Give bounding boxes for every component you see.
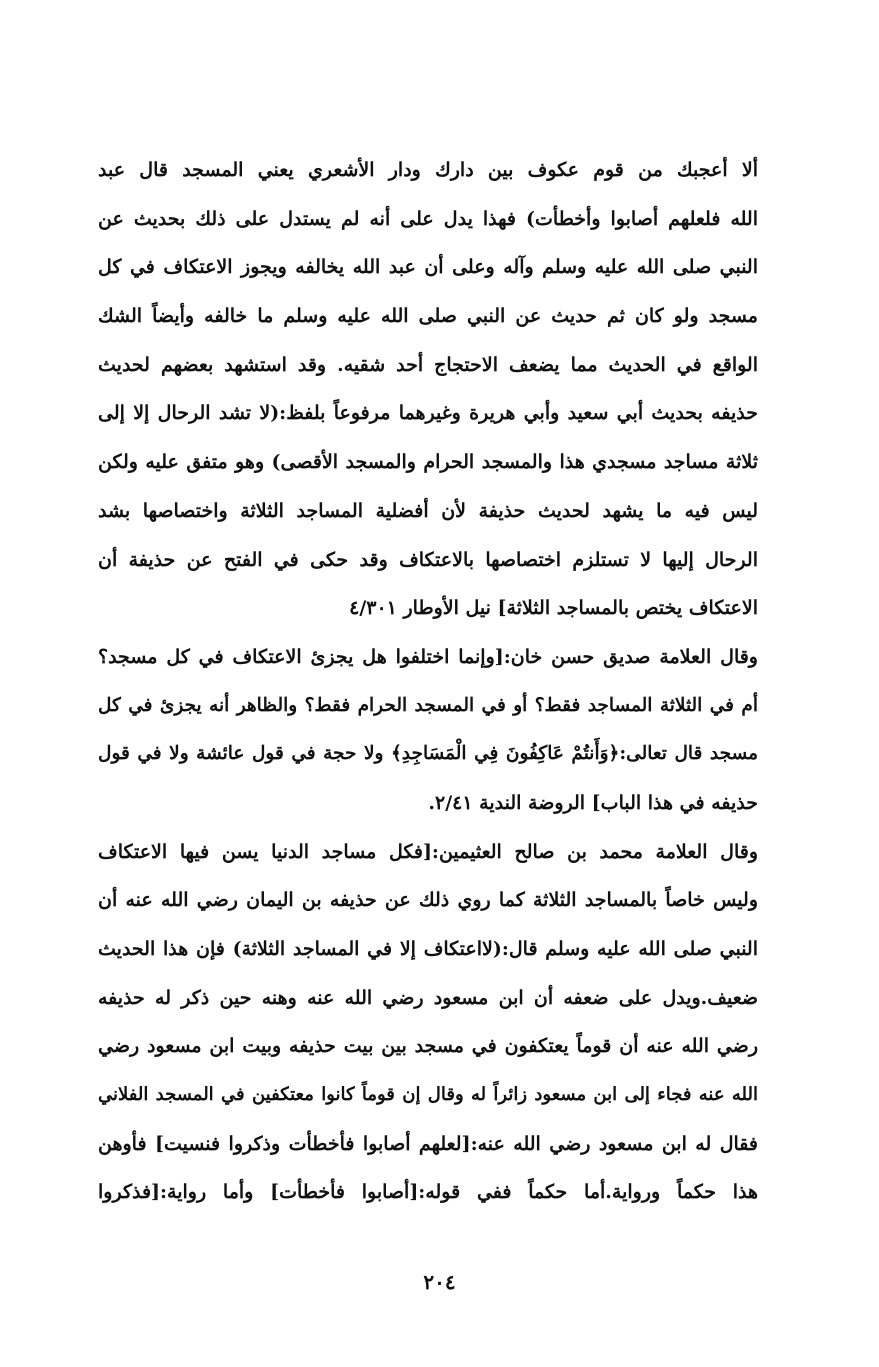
text-line-2: الله فلعلهم أصابوا وأخطأت) فهذا يدل على أنه لم يستدل على ذلك بحديث عن	[98, 207, 758, 230]
text-line-17: النبي صلى الله عليه وسلم قال:(لااعتكاف إلا في المساجد الثلاثة) فإن هذا الحديث	[98, 938, 758, 960]
text-line-20: الله عنه فجاء إلى ابن مسعود زائراً له وقال إن قوماً كانوا معتكفين في المسجد الفلاني	[98, 1084, 758, 1106]
text-line-21: فقال له ابن مسعود رضي الله عنه:[لعلهم أصابوا فأخطأت وذكروا فنسيت] فأوهن	[98, 1132, 758, 1155]
text-line-14: حذيفه في هذا الباب] الروضة الندية ٢/٤١.	[428, 791, 758, 814]
text-line-13: مسجد قال تعالى:﴿وَأَنتُمْ عَاكِفُونَ فِي الْمَسَاجِدِ﴾ ولا حجة في قول عائشة ولا في قول	[98, 743, 758, 765]
text-line-22: هذا حكماً ورواية.أما حكماً ففي قوله:[أصابوا فأخطأت] وأما رواية:[فذكروا	[98, 1181, 758, 1204]
text-line-12: أم في الثلاثة المساجد فقط؟ أو في المسجد الحرام فقط؟ والظاهر أنه يجزئ في كل	[98, 694, 758, 716]
text-line-7: ثلاثة مساجد مسجدي هذا والمسجد الحرام والمسجد الأقصى) وهو متفق عليه ولكن	[98, 451, 758, 474]
text-line-8: ليس فيه ما يشهد لحديث حذيفة لأن أفضلية المساجد الثلاثة واختصاصها بشد	[98, 499, 758, 522]
text-line-18: ضعيف.ويدل على ضعفه أن ابن مسعود رضي الله عنه وهنه حين ذكر له حذيفه	[98, 986, 758, 1009]
text-line-6: حذيفه بحديث أبي سعيد وأبي هريرة وغيرهما مرفوعاً بلفظ:(لا تشد الرحال إلا إلى	[98, 402, 758, 425]
text-line-4: مسجد ولو كان ثم حديث عن النبي صلى الله عليه وسلم ما خالفه وأيضاً الشك	[98, 305, 758, 328]
page-number: ٢٠٤	[423, 1270, 456, 1294]
text-line-15: وقال العلامة محمد بن صالح العثيمين:[فكل مساجد الدنيا يسن فيها الاعتكاف	[98, 840, 758, 863]
text-line-11: وقال العلامة صديق حسن خان:[وإنما اختلفوا هل يجزئ الاعتكاف في كل مسجد؟	[98, 645, 758, 668]
text-line-1: ألا أعجبك من قوم عكوف بين دارك ودار الأشعري يعني المسجد قال عبد	[98, 159, 758, 181]
body-text	[98, 146, 758, 1217]
text-line-19: رضي الله عنه أن قوماً يعتكفون في مسجد بين بيت حذيفه وبيت ابن مسعود رضي	[98, 1035, 758, 1058]
text-line-5: الواقع في الحديث مما يضعف الاحتجاج أحد شقيه. وقد استشهد بعضهم لحديث	[98, 353, 758, 376]
text-line-10: الاعتكاف يختص بالمساجد الثلاثة] نيل الأوطار ٤/٣٠١	[349, 597, 758, 620]
text-line-9: الرحال إليها لا تستلزم اختصاصها بالاعتكاف وقد حكى في الفتح عن حذيفة أن	[98, 548, 758, 571]
text-line-3: النبي صلى الله عليه وسلم وآله وعلى أن عبد الله يخالفه ويجوز الاعتكاف في كل	[98, 256, 758, 279]
text-line-16: وليس خاصاً بالمساجد الثلاثة كما روي ذلك عن حذيفه بن اليمان رضي الله عنه أن	[98, 889, 758, 912]
